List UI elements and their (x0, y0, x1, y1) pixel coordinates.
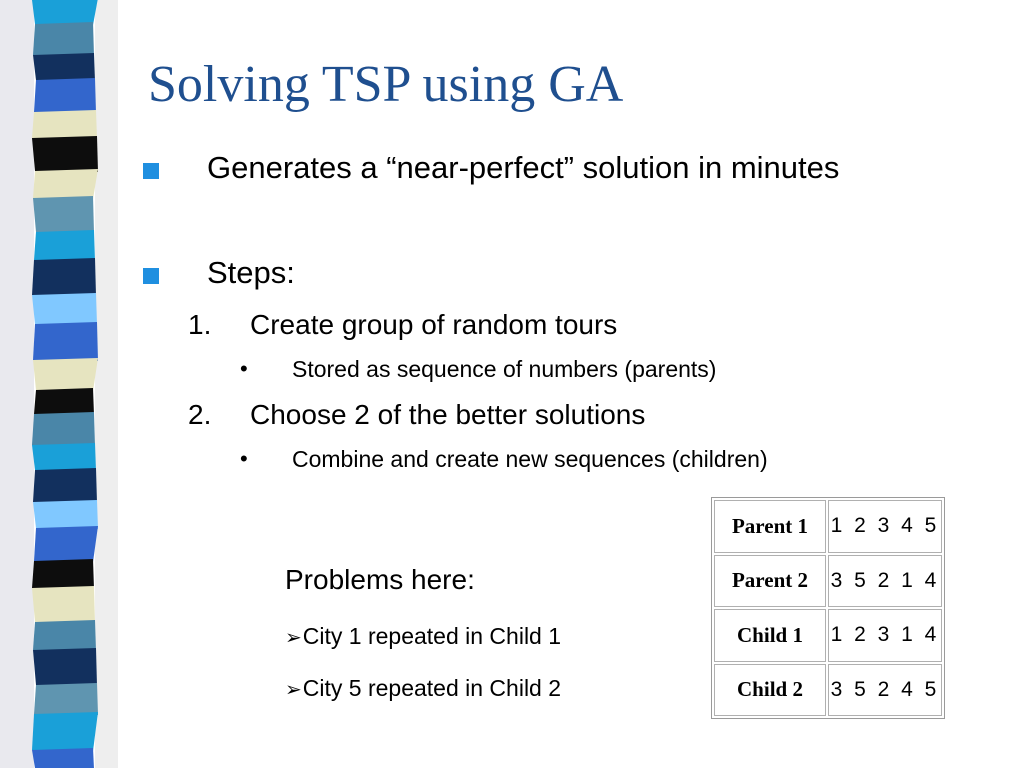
row-sequence: 3 5 2 4 5 (828, 664, 942, 717)
strip-band (33, 620, 96, 651)
row-sequence: 1 2 3 4 5 (828, 500, 942, 553)
strip-band (33, 196, 94, 233)
strip-band (32, 258, 96, 296)
bullet-marker (143, 163, 159, 179)
row-label: Parent 2 (714, 555, 826, 608)
strip-band (34, 230, 95, 261)
strip-band (33, 358, 98, 391)
step-number: 1. (188, 309, 212, 340)
row-sequence: 1 2 3 1 4 (828, 609, 942, 662)
strip-band (34, 78, 96, 113)
sub-bullet-dot: • (240, 356, 248, 381)
problem-item (285, 621, 561, 653)
table-row (714, 664, 942, 717)
strip-band (33, 22, 94, 56)
step-sub-text: Stored as sequence of numbers (parents) (292, 356, 717, 382)
row-sequence: 3 5 2 1 4 (828, 555, 942, 608)
slide-title: Solving TSP using GA (148, 56, 624, 113)
strip-band (32, 0, 98, 25)
step-sub-text: Combine and create new sequences (children) (292, 446, 768, 472)
step-text: Create group of random tours (250, 309, 618, 340)
parents-children-table (711, 497, 945, 719)
strip-band (33, 322, 98, 361)
strip-band (33, 169, 98, 199)
bullet-marker (143, 268, 159, 284)
strip-band (33, 468, 97, 503)
bullet-steps: Steps: (207, 255, 295, 290)
row-label: Parent 1 (714, 500, 826, 553)
bullet-near-perfect: Generates a “near-perfect” solution in minutes (207, 150, 840, 185)
arrow-bullet-icon: ➢ (285, 627, 302, 649)
decorative-side-strip (0, 0, 118, 768)
strip-band (33, 500, 98, 529)
step-number: 2. (188, 399, 212, 430)
sub-bullet-dot: • (240, 446, 248, 471)
strip-band (32, 748, 94, 768)
strip-band (32, 412, 95, 446)
row-label: Child 2 (714, 664, 826, 717)
strip-band (32, 293, 97, 325)
problems-heading: Problems here: (285, 564, 475, 595)
table-row (714, 609, 942, 662)
strip-band (34, 388, 94, 415)
strip-band (32, 110, 97, 139)
step-text: Choose 2 of the better solutions (250, 399, 646, 430)
problem-item (285, 673, 561, 705)
strip-band (32, 559, 94, 589)
problem-item-text: City 1 repeated in Child 1 (302, 623, 562, 649)
row-label: Child 1 (714, 609, 826, 662)
arrow-bullet-icon: ➢ (285, 679, 302, 701)
strip-band (32, 136, 98, 172)
strip-band (32, 586, 95, 623)
strip-band (32, 443, 96, 471)
strip-band (34, 526, 98, 562)
table-row (714, 555, 942, 608)
table-row (714, 500, 942, 553)
strip-band (32, 712, 98, 751)
strip-band (34, 683, 98, 715)
problem-item-text: City 5 repeated in Child 2 (302, 675, 562, 701)
strip-band (33, 648, 97, 686)
strip-band (33, 53, 95, 81)
